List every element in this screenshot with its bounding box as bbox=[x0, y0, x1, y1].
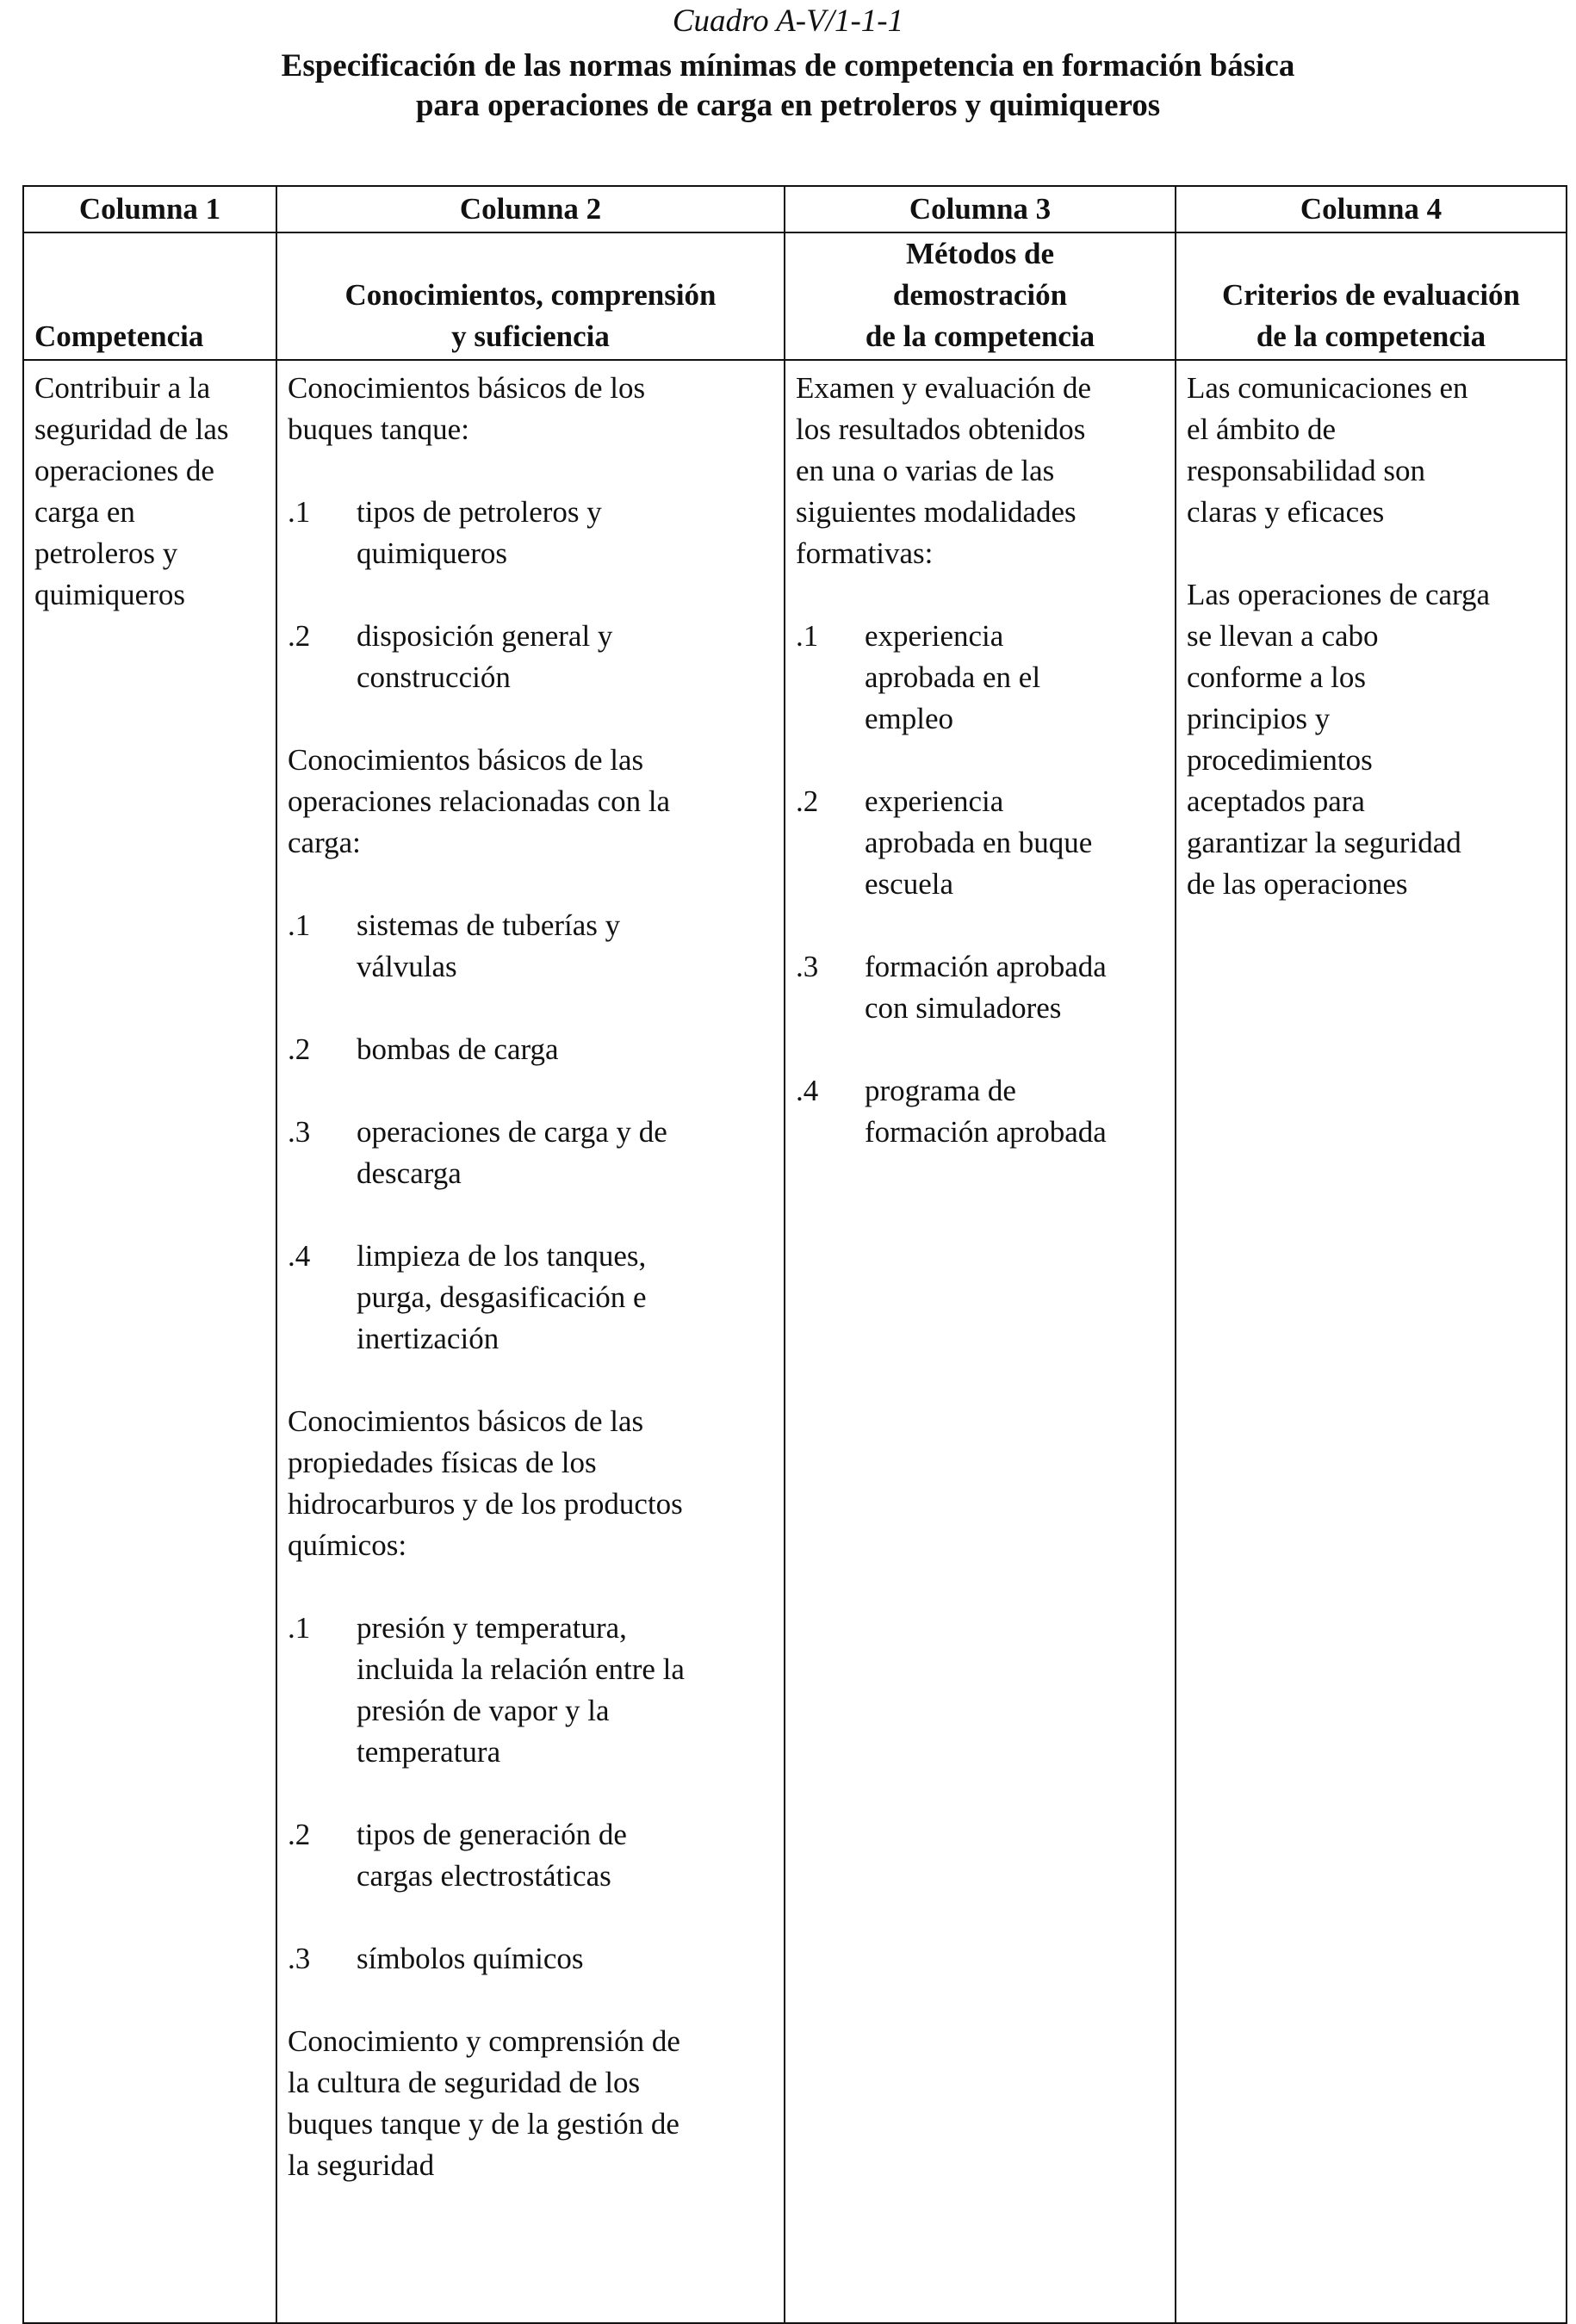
cell-line: aprobada en buque bbox=[865, 826, 1093, 859]
header-line: Conocimientos, comprensión bbox=[344, 278, 717, 312]
header-line: Competencia bbox=[34, 319, 204, 353]
cell-line: aceptados para bbox=[1187, 784, 1365, 818]
cell-line: Conocimientos básicos de las bbox=[288, 743, 644, 777]
item-number: .1 bbox=[796, 619, 819, 653]
cell-line: garantizar la seguridad bbox=[1187, 826, 1461, 859]
section-intro bbox=[288, 1401, 773, 1566]
table-caption: Cuadro A-V/1-1-1 bbox=[672, 3, 904, 39]
column-number-1: Columna 1 bbox=[23, 186, 276, 232]
cell-line: carga en bbox=[34, 495, 135, 529]
item-number: .4 bbox=[796, 1074, 819, 1107]
cell-criterios bbox=[1176, 360, 1567, 2323]
cell-line: la seguridad bbox=[288, 2148, 435, 2182]
item-number: .2 bbox=[288, 1818, 311, 1851]
column-number-row bbox=[23, 186, 1567, 232]
cell-line: formación aprobada bbox=[865, 1115, 1107, 1149]
cell-line: se llevan a cabo bbox=[1187, 619, 1379, 653]
column-header-conocimientos bbox=[276, 232, 785, 360]
competence-table bbox=[22, 185, 1567, 2324]
cell-line: quimiqueros bbox=[357, 536, 507, 570]
cell-line: empleo bbox=[865, 702, 954, 735]
cell-line: seguridad de las bbox=[34, 412, 229, 446]
item-number: .1 bbox=[288, 908, 311, 942]
cell-line: Las comunicaciones en bbox=[1187, 371, 1468, 405]
section-intro bbox=[288, 740, 773, 864]
item-number: .2 bbox=[796, 784, 819, 818]
column-number-2: Columna 2 bbox=[276, 186, 785, 232]
cell-line: presión y temperatura, bbox=[357, 1611, 627, 1645]
section-intro bbox=[288, 368, 773, 450]
cell-line: construcción bbox=[357, 660, 511, 694]
column-header-criterios bbox=[1176, 232, 1567, 360]
cell-line: símbolos químicos bbox=[357, 1942, 584, 1975]
cell-line: operaciones de carga y de bbox=[357, 1115, 667, 1149]
cell-line: responsabilidad son bbox=[1187, 454, 1426, 487]
item-number: .3 bbox=[288, 1942, 311, 1975]
cell-line: formación aprobada bbox=[865, 950, 1107, 983]
cell-line: con simuladores bbox=[865, 991, 1062, 1025]
cell-line: Examen y evaluación de bbox=[796, 371, 1092, 405]
column-number-4: Columna 4 bbox=[1176, 186, 1567, 232]
table-body-row bbox=[23, 360, 1567, 2323]
cell-line: la cultura de seguridad de los bbox=[288, 2066, 641, 2099]
cell-line: purga, desgasificación e bbox=[357, 1280, 647, 1314]
table-title-line: para operaciones de carga en petroleros y quimiqueros bbox=[415, 88, 1161, 123]
cell-line: inertización bbox=[357, 1322, 499, 1355]
cell-line: sistemas de tuberías y bbox=[357, 908, 621, 942]
item-number: .4 bbox=[288, 1239, 311, 1273]
cell-competencia bbox=[23, 360, 276, 2323]
cell-line: conforme a los bbox=[1187, 660, 1366, 694]
cell-line: experiencia bbox=[865, 784, 1004, 818]
list-item bbox=[288, 905, 773, 988]
column-number-3: Columna 3 bbox=[785, 186, 1176, 232]
cell-metodos bbox=[785, 360, 1176, 2323]
column-header-competencia bbox=[23, 232, 276, 360]
cell-line: principios y bbox=[1187, 702, 1331, 735]
list-item bbox=[288, 1112, 773, 1194]
cell-line: descarga bbox=[357, 1156, 462, 1190]
list-item bbox=[796, 946, 1164, 1029]
cell-line: hidrocarburos y de los productos bbox=[288, 1487, 683, 1521]
cell-line: petroleros y bbox=[34, 536, 178, 570]
table-title bbox=[0, 46, 1576, 126]
header-line: de la competencia bbox=[1256, 319, 1486, 353]
cell-line: quimiqueros bbox=[34, 578, 185, 611]
cell-line: escuela bbox=[865, 867, 953, 901]
cell-line: Conocimientos básicos de los bbox=[288, 371, 646, 405]
header-line: Métodos de bbox=[905, 237, 1055, 270]
cell-line: procedimientos bbox=[1187, 743, 1373, 777]
cell-line: los resultados obtenidos bbox=[796, 412, 1086, 446]
list-item bbox=[288, 1236, 773, 1360]
list-item bbox=[288, 1938, 773, 1980]
cell-line: tipos de generación de bbox=[357, 1818, 627, 1851]
item-number: .2 bbox=[288, 1032, 311, 1066]
column-header-row bbox=[23, 232, 1567, 360]
header-line: demostración bbox=[892, 278, 1068, 312]
list-item bbox=[288, 1814, 773, 1897]
cell-line: programa de bbox=[865, 1074, 1016, 1107]
header-line: de la competencia bbox=[865, 319, 1095, 353]
cell-line: presión de vapor y la bbox=[357, 1694, 610, 1727]
item-number: .2 bbox=[288, 619, 311, 653]
cell-line: claras y eficaces bbox=[1187, 495, 1385, 529]
cell-line: limpieza de los tanques, bbox=[357, 1239, 647, 1273]
list-item bbox=[796, 1070, 1164, 1153]
cell-line: Conocimientos básicos de las bbox=[288, 1404, 644, 1438]
cell-line: buques tanque y de la gestión de bbox=[288, 2107, 679, 2141]
cell-line: Conocimiento y comprensión de bbox=[288, 2024, 680, 2058]
section-intro bbox=[796, 368, 1164, 574]
cell-line: aprobada en el bbox=[865, 660, 1041, 694]
header-line: y suficiencia bbox=[451, 319, 610, 353]
table-title-line: Especificación de las normas mínimas de competencia en formación básica bbox=[281, 48, 1295, 84]
cell-line: propiedades físicas de los bbox=[288, 1446, 597, 1479]
list-item bbox=[796, 781, 1164, 905]
cell-line: tipos de petroleros y bbox=[357, 495, 602, 529]
item-number: .3 bbox=[288, 1115, 311, 1149]
cell-line: bombas de carga bbox=[357, 1032, 559, 1066]
item-number: .1 bbox=[288, 495, 311, 529]
list-item bbox=[288, 492, 773, 574]
cell-line: químicos: bbox=[288, 1528, 407, 1562]
criteria-paragraph bbox=[1187, 368, 1555, 533]
cell-line: cargas electrostáticas bbox=[357, 1859, 611, 1893]
cell-line: Contribuir a la bbox=[34, 371, 211, 405]
cell-line: temperatura bbox=[357, 1735, 501, 1769]
list-item bbox=[288, 1608, 773, 1773]
header-line: Criterios de evaluación bbox=[1221, 278, 1521, 312]
list-item bbox=[796, 616, 1164, 740]
list-item bbox=[288, 1029, 773, 1070]
item-number: .1 bbox=[288, 1611, 311, 1645]
cell-conocimientos bbox=[276, 360, 785, 2323]
cell-line: de las operaciones bbox=[1187, 867, 1408, 901]
criteria-paragraph bbox=[1187, 574, 1555, 905]
cell-line: operaciones relacionadas con la bbox=[288, 784, 671, 818]
cell-line: el ámbito de bbox=[1187, 412, 1337, 446]
cell-line: carga: bbox=[288, 826, 361, 859]
cell-line: buques tanque: bbox=[288, 412, 469, 446]
cell-line: en una o varias de las bbox=[796, 454, 1055, 487]
cell-line: siguientes modalidades bbox=[796, 495, 1077, 529]
cell-line: operaciones de bbox=[34, 454, 214, 487]
cell-line: incluida la relación entre la bbox=[357, 1652, 685, 1686]
cell-line: formativas: bbox=[796, 536, 934, 570]
cell-line: disposición general y bbox=[357, 619, 613, 653]
cell-line: experiencia bbox=[865, 619, 1004, 653]
item-number: .3 bbox=[796, 950, 819, 983]
column-header-metodos bbox=[785, 232, 1176, 360]
cell-line: Las operaciones de carga bbox=[1187, 578, 1491, 611]
list-item bbox=[288, 616, 773, 698]
closing-paragraph bbox=[288, 2021, 773, 2186]
cell-line: válvulas bbox=[357, 950, 457, 983]
